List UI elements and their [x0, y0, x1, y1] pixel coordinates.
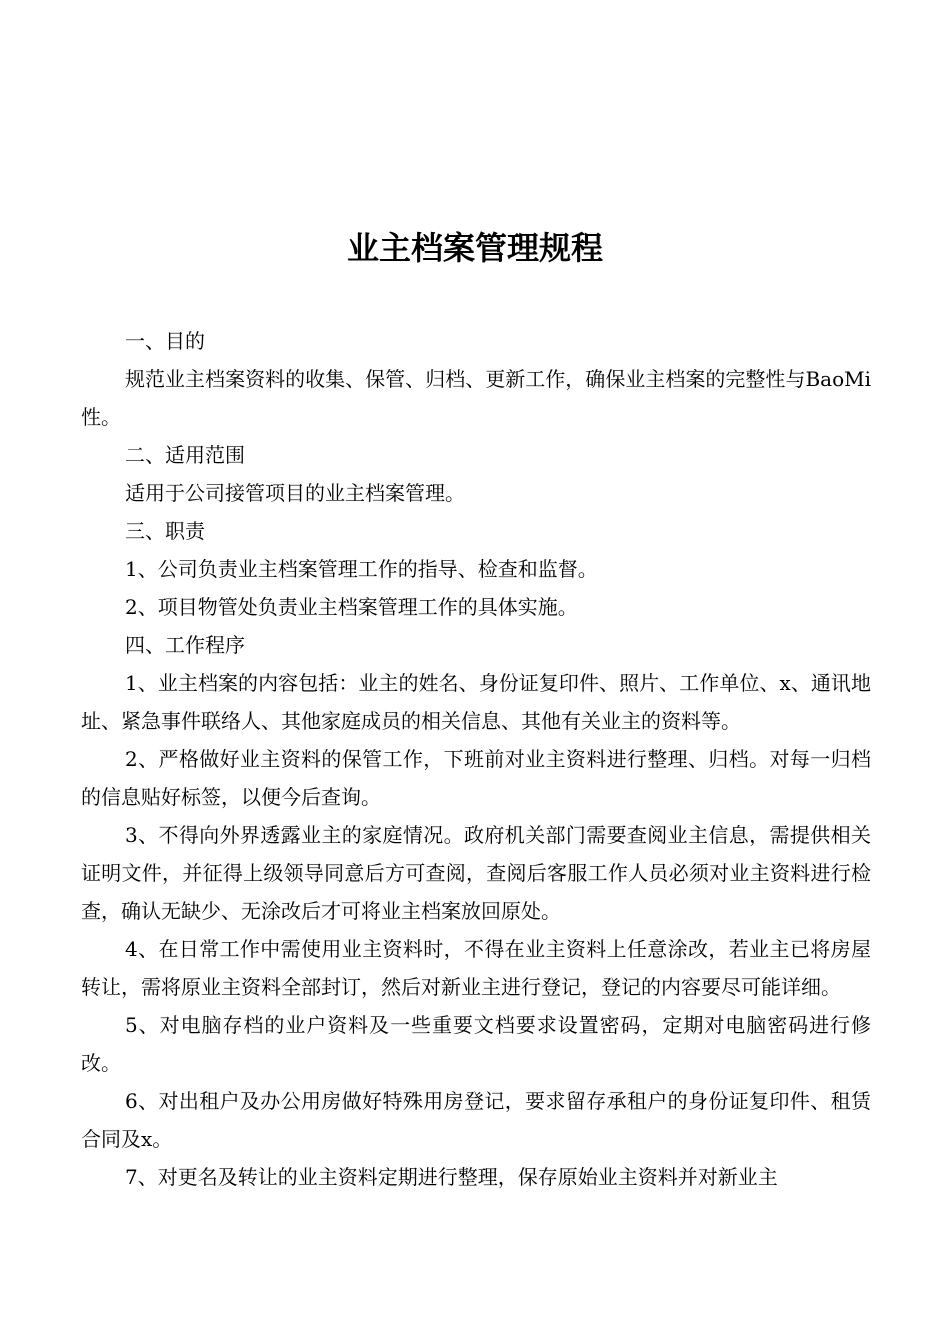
- section-heading-scope: 二、适用范围: [125, 443, 245, 467]
- paragraph-duty-2: 2、项目物管处负责业主档案管理工作的具体实施。: [125, 595, 578, 619]
- paragraph-procedure-7: 7、对更名及转让的业主资料定期进行整理，保存原始业主资料并对新业主: [125, 1165, 778, 1189]
- paragraph-procedure-3: 3、不得向外界透露业主的家庭情况。政府机关部门需要查阅业主信息，需提供相关证明文件，并征得上级领导同意后方可查阅，查阅后客服工作人员必须对业主资料进行检查，确认无缺少、无涂改后才可将业主档案放回原处。: [81, 823, 871, 923]
- document-body: [81, 322, 871, 1196]
- paragraph-scope: 适用于公司接管项目的业主档案管理。: [125, 481, 465, 505]
- paragraph-procedure-2: 2、严格做好业主资料的保管工作，下班前对业主资料进行整理、归档。对每一归档的信息贴好标签，以便今后查询。: [81, 747, 871, 809]
- paragraph-procedure-5: 5、对电脑存档的业户资料及一些重要文档要求设置密码，定期对电脑密码进行修改。: [81, 1013, 871, 1075]
- paragraph-procedure-1: 1、业主档案的内容包括：业主的姓名、身份证复印件、照片、工作单位、x、通讯地址、紧急事件联络人、其他家庭成员的相关信息、其他有关业主的资料等。: [81, 671, 871, 733]
- section-heading-procedure: 四、工作程序: [125, 633, 245, 657]
- paragraph-procedure-6: 6、对出租户及办公用房做好特殊用房登记，要求留存承租户的身份证复印件、租赁合同及x。: [81, 1089, 871, 1151]
- section-heading-duties: 三、职责: [125, 519, 205, 543]
- document-title: 业主档案管理规程: [346, 229, 603, 267]
- section-heading-purpose: 一、目的: [125, 329, 205, 353]
- paragraph-purpose: 规范业主档案资料的收集、保管、归档、更新工作，确保业主档案的完整性与BaoMi性。: [81, 367, 871, 429]
- paragraph-procedure-4: 4、在日常工作中需使用业主资料时，不得在业主资料上任意涂改，若业主已将房屋转让，需将原业主资料全部封订，然后对新业主进行登记，登记的内容要尽可能详细。: [81, 937, 871, 999]
- paragraph-duty-1: 1、公司负责业主档案管理工作的指导、检查和监督。: [125, 557, 598, 581]
